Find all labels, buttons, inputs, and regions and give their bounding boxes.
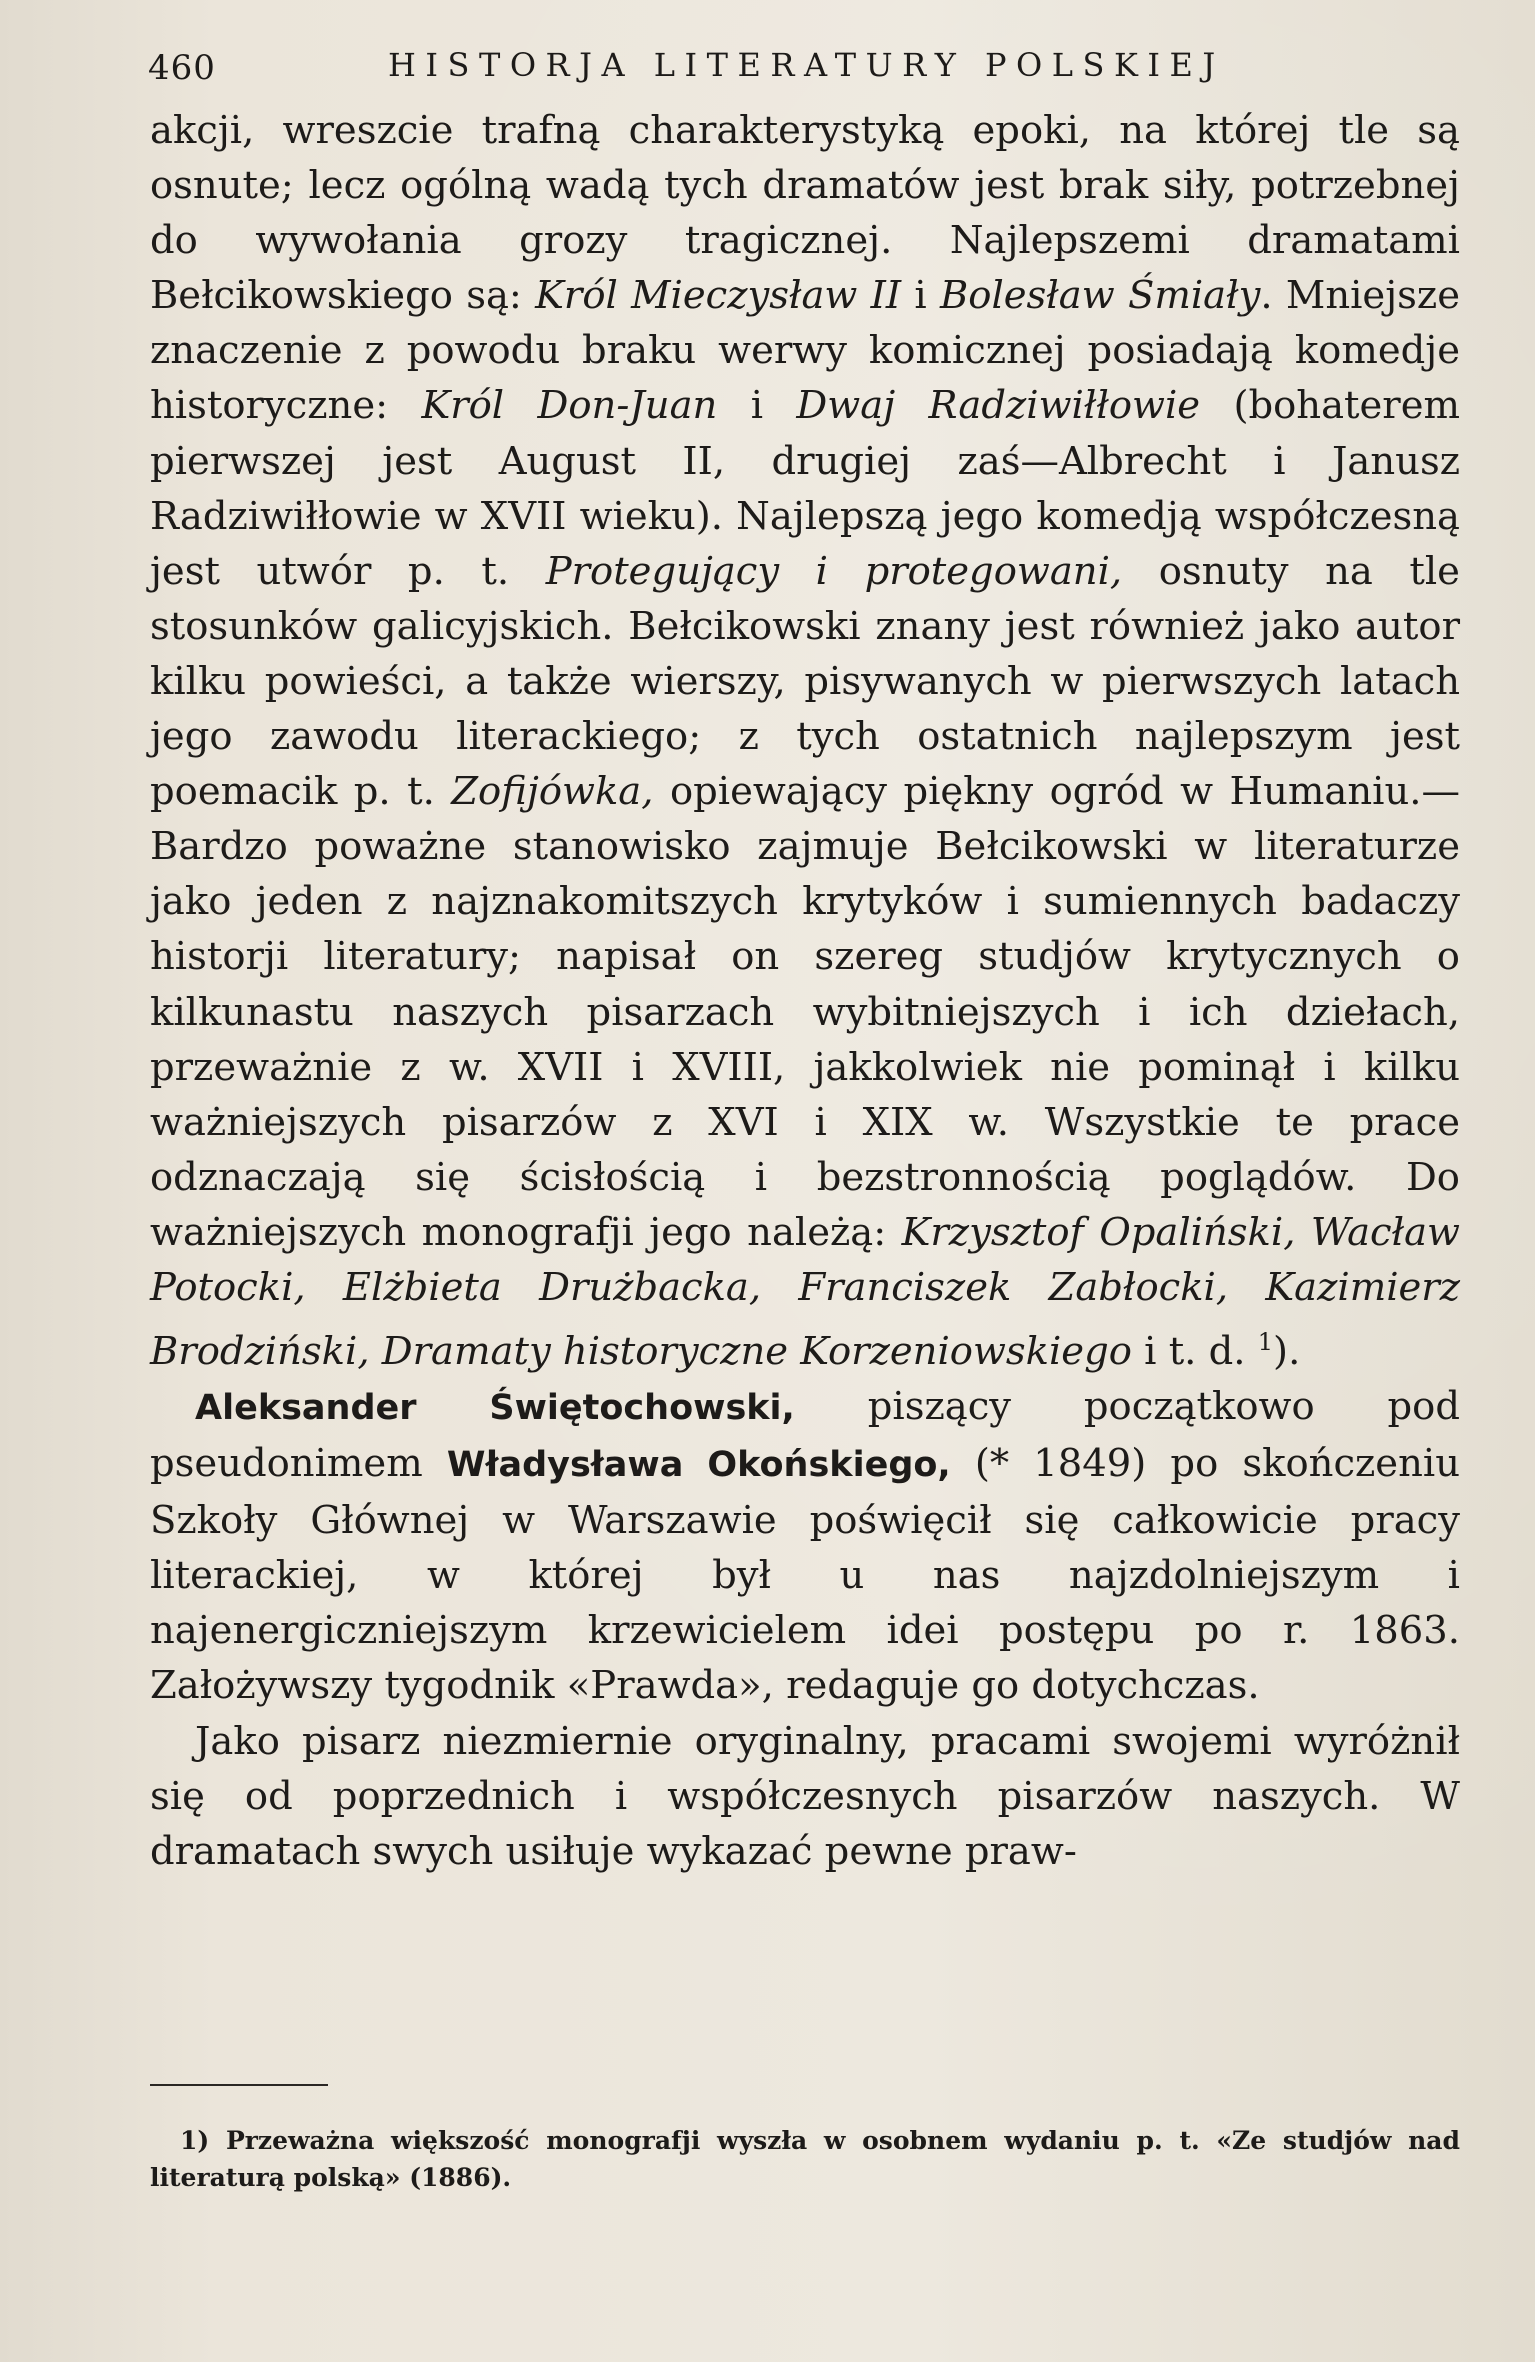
- page-header: [148, 26, 1438, 96]
- pseudonym: Władysława Okońskiego,: [446, 1445, 951, 1486]
- footnote: [150, 2122, 1460, 2196]
- footnote-divider: [150, 2084, 328, 2086]
- paragraph-swietochowski: [150, 1379, 1460, 1714]
- title-krol-don-juan: Król Don-Juan: [421, 383, 718, 429]
- text-run: i: [717, 383, 797, 429]
- paragraph-pisarz: [150, 1714, 1460, 1879]
- running-title: HISTORJA LITERATURY POLSKIEJ: [388, 46, 1225, 84]
- title-protegujacy: Protegujący i protegowani,: [545, 548, 1123, 594]
- page-number: 460: [148, 48, 216, 88]
- title-dwaj-radziwillowie: Dwaj Radziwiłłowie: [796, 383, 1201, 429]
- text-run: ).: [1273, 1328, 1301, 1374]
- text-run: . Mniejsze znaczenie z powodu braku werwy komicznej posiadają komedje historyczne:: [150, 273, 1460, 429]
- paragraph-belcikowski: [150, 103, 1460, 1379]
- title-krol-mieczyslaw: Król Mieczysław II: [535, 273, 902, 319]
- text-run: osnuty na tle stosunków galicyjskich. Bełcikowski znany jest również jako autor kilku powieści, a także wierszy, pisywanych w pierwszych latach jego zawodu literackiego; z tych ostatnich najlepszym jest poemacik p. t.: [150, 548, 1460, 815]
- footnote-text: ) Przeważna większość monografji wyszła w osobnem wydaniu p. t. «Ze studjów nad literaturą polską» (1886).: [150, 2126, 1460, 2192]
- text-run: (bohaterem pierwszej jest August II, drugiej zaś—Albrecht i Janusz Radziwiłłowie w XVII wieku). Najlepszą jego komedją współczesną jest utwór p. t.: [150, 383, 1460, 594]
- footnote-mark: 1: [180, 2126, 198, 2155]
- author-name: Aleksander Świętochowski,: [195, 1387, 795, 1428]
- body-text: [150, 103, 1460, 1879]
- title-boleslaw-smialy: Bolesław Śmiały: [939, 273, 1261, 319]
- text-run: i t. d.: [1131, 1328, 1258, 1374]
- footnote-reference[interactable]: 1: [1257, 1328, 1274, 1357]
- text-run: akcji, wreszcie trafną charakterystyką epoki, na której tle są osnute; lecz ogólną wadą tych dramatów jest brak siły, potrzebnej do wywołania grozy tragicznej. Najlepszemi dramatami Bełcikowskiego są:: [150, 108, 1460, 319]
- monograph-titles: Krzysztof Opaliński, Wacław Potocki, Elżbieta Drużbacka, Franciszek Zabłocki, Kazimierz Brodziński, Dramaty historyczne Korzeniowskiego: [150, 1209, 1460, 1374]
- text-run: opiewający piękny ogród w Humaniu.—Bardzo poważne stanowisko zajmuje Bełcikowski w literaturze jako jeden z najznakomitszych krytyków i sumiennych badaczy historji literatury; napisał on szereg studjów krytycznych o kilkunastu naszych pisarzach wybitniejszych i ich dziełach, przeważnie z w. XVII i XVIII, jakkolwiek nie pominął i kilku ważniejszych pisarzów z XVI i XIX w. Wszystkie te prace odznaczają się ścisłością i bezstronnością poglądów. Do ważniejszych monografji jego należą:: [150, 769, 1460, 1255]
- text-run: piszący początkowo pod pseudonimem: [150, 1383, 1461, 1487]
- text-run: i: [901, 273, 940, 319]
- title-zofijowka: Zofijówka,: [451, 769, 654, 815]
- text-run: Jako pisarz niezmiernie oryginalny, pracami swojemi wyróżnił się od poprzednich i współczesnych pisarzów naszych. W dramatach swych usiłuje wykazać pewne praw-: [150, 1718, 1460, 1874]
- text-run: (* 1849) po skończeniu Szkoły Głównej w Warszawie poświęcił się całkowicie pracy literackiej, w której był u nas najzdolniejszym i najenergiczniejszym krzewicielem idei postępu po r. 1863. Założywszy tygodnik «Prawda», redaguje go dotychczas.: [150, 1441, 1460, 1709]
